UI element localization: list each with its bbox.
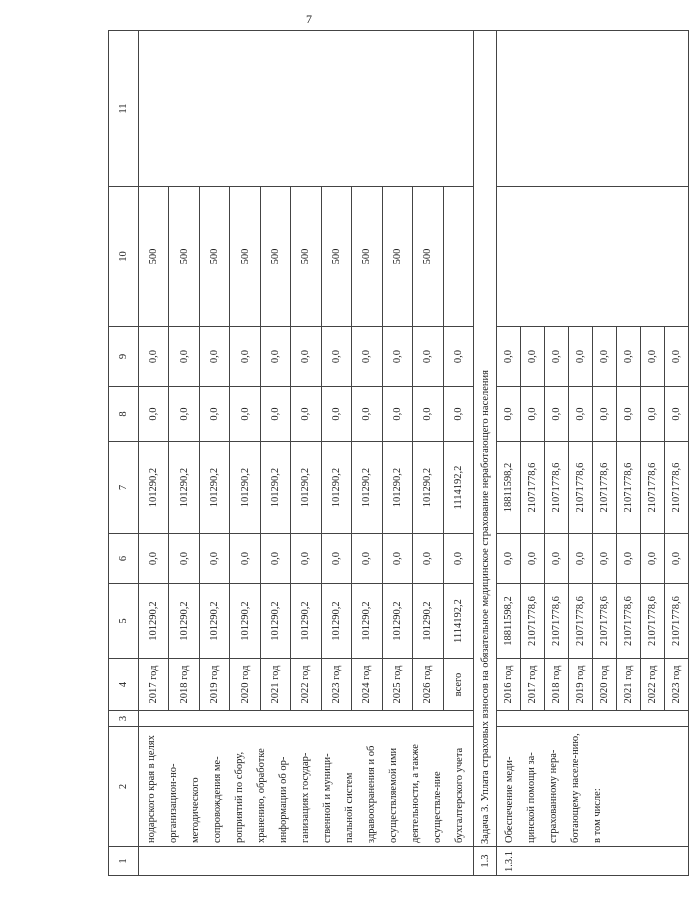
cell-year: 2021 год xyxy=(617,659,641,711)
col10-cell xyxy=(497,187,689,327)
column-number-6: 6 xyxy=(109,534,139,584)
cell-c9: 0,0 xyxy=(413,327,443,387)
cell-c9: 0,0 xyxy=(352,327,382,387)
cell-c5: 101290,2 xyxy=(352,584,382,659)
cell-c8: 0,0 xyxy=(617,387,641,442)
page-number: 7 xyxy=(306,12,312,26)
cell-c6: 0,0 xyxy=(139,534,169,584)
cell-c10 xyxy=(443,187,473,327)
cell-c6: 0,0 xyxy=(382,534,412,584)
cell-c7: 21071778,6 xyxy=(569,442,593,534)
cell-c6: 0,0 xyxy=(230,534,260,584)
cell-c8: 0,0 xyxy=(443,387,473,442)
cell-c5: 21071778,6 xyxy=(641,584,665,659)
cell-c7: 101290,2 xyxy=(230,442,260,534)
cell-c9: 0,0 xyxy=(291,327,321,387)
cell-c6: 0,0 xyxy=(497,534,521,584)
column-number-5: 5 xyxy=(109,584,139,659)
cell-c9: 0,0 xyxy=(260,327,290,387)
cell-year: 2017 год xyxy=(139,659,169,711)
program-funding-table xyxy=(108,30,689,876)
cell-c7: 101290,2 xyxy=(139,442,169,534)
cell-year: 2016 год xyxy=(497,659,521,711)
cell-c7: 101290,2 xyxy=(413,442,443,534)
cell-c9: 0,0 xyxy=(545,327,569,387)
cell-c7: 18811598,2 xyxy=(497,442,521,534)
cell-c7: 101290,2 xyxy=(260,442,290,534)
cell-c8: 0,0 xyxy=(352,387,382,442)
cell-c5: 21071778,6 xyxy=(665,584,689,659)
cell-c9: 0,0 xyxy=(139,327,169,387)
cell-c6: 0,0 xyxy=(169,534,199,584)
measure-description: Обеспечение меди-цинской помощи за-страхованному нера-ботающему населе-нию, в том числе: xyxy=(497,727,689,847)
cell-c5: 101290,2 xyxy=(321,584,351,659)
cell-c6: 0,0 xyxy=(665,534,689,584)
cell-c10: 500 xyxy=(291,187,321,327)
cell-year: 2019 год xyxy=(199,659,229,711)
cell-c9: 0,0 xyxy=(230,327,260,387)
cell-c7: 21071778,6 xyxy=(521,442,545,534)
table-row xyxy=(497,31,521,876)
cell-c5: 101290,2 xyxy=(169,584,199,659)
cell-c10: 500 xyxy=(169,187,199,327)
cell-year: 2026 год xyxy=(413,659,443,711)
cell-c8: 0,0 xyxy=(169,387,199,442)
cell-c10: 500 xyxy=(413,187,443,327)
cell-year: 2018 год xyxy=(545,659,569,711)
cell-c9: 0,0 xyxy=(497,327,521,387)
cell-c8: 0,0 xyxy=(593,387,617,442)
cell-c8: 0,0 xyxy=(321,387,351,442)
cell-c9: 0,0 xyxy=(569,327,593,387)
cell-c6: 0,0 xyxy=(260,534,290,584)
cell-c5: 18811598,2 xyxy=(497,584,521,659)
cell-c7: 101290,2 xyxy=(321,442,351,534)
cell-c8: 0,0 xyxy=(641,387,665,442)
cell-year: 2020 год xyxy=(230,659,260,711)
column-number-1: 1 xyxy=(109,847,139,876)
measure-description: нодарского края в целях организацион-но-методического сопровождения ме-роприятий по сбору, хранению, обработке информации об ор-ганизациях государ-ственной и муници-пальной систем здравоохранения и об осуществляемой ими деятельности, а также осуществле-ние бухгалтерского учета xyxy=(139,727,474,847)
cell-c7: 101290,2 xyxy=(382,442,412,534)
column-number-4: 4 xyxy=(109,659,139,711)
cell-c6: 0,0 xyxy=(291,534,321,584)
cell-c5: 101290,2 xyxy=(260,584,290,659)
cell-year: 2017 год xyxy=(521,659,545,711)
cell-year: 2024 год xyxy=(352,659,382,711)
cell-year: 2020 год xyxy=(593,659,617,711)
column-number-3: 3 xyxy=(109,711,139,727)
cell-c7: 101290,2 xyxy=(352,442,382,534)
rotated-table-frame xyxy=(108,31,682,876)
cell-c9: 0,0 xyxy=(382,327,412,387)
cell-c8: 0,0 xyxy=(413,387,443,442)
column-number-row xyxy=(109,31,139,876)
cell-c10: 500 xyxy=(139,187,169,327)
cell-c9: 0,0 xyxy=(617,327,641,387)
cell-c7: 101290,2 xyxy=(169,442,199,534)
cell-year: 2023 год xyxy=(321,659,351,711)
cell-c6: 0,0 xyxy=(569,534,593,584)
cell-c8: 0,0 xyxy=(665,387,689,442)
column-number-10: 10 xyxy=(109,187,139,327)
cell-c5: 101290,2 xyxy=(291,584,321,659)
cell-c10: 500 xyxy=(230,187,260,327)
cell-year: 2022 год xyxy=(291,659,321,711)
table-body xyxy=(109,31,689,876)
cell-c6: 0,0 xyxy=(593,534,617,584)
cell-c8: 0,0 xyxy=(230,387,260,442)
cell-c6: 0,0 xyxy=(521,534,545,584)
col3-cell xyxy=(497,711,689,727)
cell-year: 2019 год xyxy=(569,659,593,711)
cell-c7: 101290,2 xyxy=(291,442,321,534)
cell-c8: 0,0 xyxy=(139,387,169,442)
cell-c6: 0,0 xyxy=(443,534,473,584)
cell-c5: 101290,2 xyxy=(199,584,229,659)
cell-year: всего xyxy=(443,659,473,711)
cell-c10: 500 xyxy=(199,187,229,327)
cell-c10: 500 xyxy=(321,187,351,327)
cell-c9: 0,0 xyxy=(321,327,351,387)
cell-c6: 0,0 xyxy=(545,534,569,584)
task-number: 1.3 xyxy=(474,847,497,876)
col11-cell xyxy=(497,31,689,187)
cell-c10: 500 xyxy=(352,187,382,327)
cell-c9: 0,0 xyxy=(593,327,617,387)
col3-cell xyxy=(139,711,474,727)
cell-c8: 0,0 xyxy=(382,387,412,442)
cell-c8: 0,0 xyxy=(291,387,321,442)
cell-c7: 21071778,6 xyxy=(545,442,569,534)
cell-c9: 0,0 xyxy=(641,327,665,387)
cell-c9: 0,0 xyxy=(521,327,545,387)
cell-c7: 21071778,6 xyxy=(593,442,617,534)
cell-c6: 0,0 xyxy=(321,534,351,584)
cell-c5: 101290,2 xyxy=(413,584,443,659)
cell-c5: 21071778,6 xyxy=(569,584,593,659)
cell-c9: 0,0 xyxy=(169,327,199,387)
cell-c8: 0,0 xyxy=(497,387,521,442)
cell-c9: 0,0 xyxy=(443,327,473,387)
cell-c9: 0,0 xyxy=(199,327,229,387)
cell-c8: 0,0 xyxy=(260,387,290,442)
cell-year: 2018 год xyxy=(169,659,199,711)
cell-c5: 101290,2 xyxy=(139,584,169,659)
cell-c10: 500 xyxy=(260,187,290,327)
task-row xyxy=(474,31,497,876)
cell-c5: 101290,2 xyxy=(382,584,412,659)
column-number-11: 11 xyxy=(109,31,139,187)
column-number-8: 8 xyxy=(109,387,139,442)
cell-c6: 0,0 xyxy=(199,534,229,584)
cell-c5: 1114192,2 xyxy=(443,584,473,659)
cell-c7: 21071778,6 xyxy=(665,442,689,534)
rotated-table-scan xyxy=(108,31,682,876)
cell-c10: 500 xyxy=(382,187,412,327)
row-number-cell xyxy=(139,847,474,876)
cell-c7: 1114192,2 xyxy=(443,442,473,534)
cell-c8: 0,0 xyxy=(545,387,569,442)
cell-c7: 21071778,6 xyxy=(617,442,641,534)
cell-c9: 0,0 xyxy=(665,327,689,387)
cell-c6: 0,0 xyxy=(413,534,443,584)
col11-cell xyxy=(139,31,474,187)
table-row xyxy=(139,31,169,876)
cell-c8: 0,0 xyxy=(569,387,593,442)
cell-c5: 21071778,6 xyxy=(545,584,569,659)
cell-c5: 21071778,6 xyxy=(521,584,545,659)
cell-c6: 0,0 xyxy=(641,534,665,584)
cell-c7: 21071778,6 xyxy=(641,442,665,534)
cell-c6: 0,0 xyxy=(352,534,382,584)
task-title: Задача 3. Уплата страховых взносов на обязательное медицинское страхование неработающего населения xyxy=(474,31,497,847)
cell-year: 2025 год xyxy=(382,659,412,711)
cell-year: 2021 год xyxy=(260,659,290,711)
cell-c7: 101290,2 xyxy=(199,442,229,534)
column-number-7: 7 xyxy=(109,442,139,534)
cell-year: 2022 год xyxy=(641,659,665,711)
measure-number: 1.3.1 xyxy=(497,847,689,876)
cell-c5: 101290,2 xyxy=(230,584,260,659)
cell-c6: 0,0 xyxy=(617,534,641,584)
cell-c5: 21071778,6 xyxy=(617,584,641,659)
cell-c8: 0,0 xyxy=(199,387,229,442)
column-number-9: 9 xyxy=(109,327,139,387)
cell-c8: 0,0 xyxy=(521,387,545,442)
cell-year: 2023 год xyxy=(665,659,689,711)
cell-c5: 21071778,6 xyxy=(593,584,617,659)
column-number-2: 2 xyxy=(109,727,139,847)
